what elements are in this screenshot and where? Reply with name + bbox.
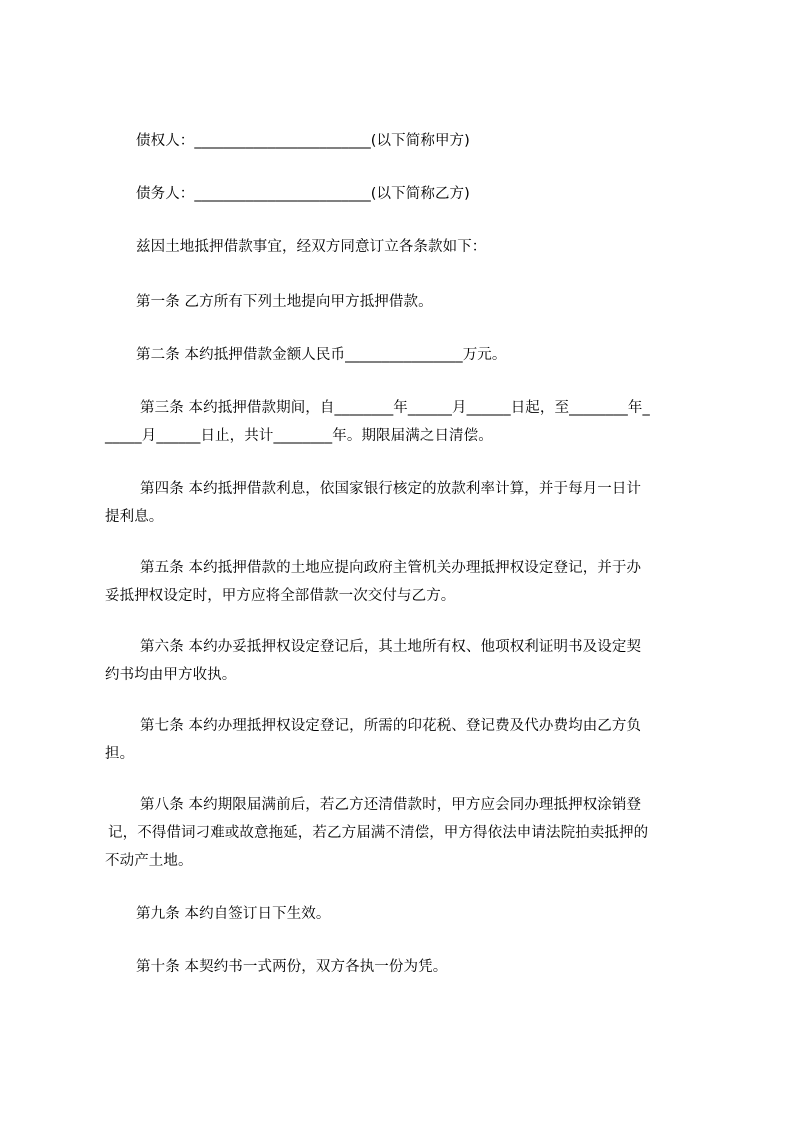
debtor-line: 债务人：________________________(以下简称乙方) bbox=[136, 186, 470, 202]
clause-6-line-1: 第六条 本约办妥抵押权设定登记后，其土地所有权、他项权利证明书及设定契 bbox=[140, 639, 642, 655]
clause-2: 第二条 本约抵押借款金额人民币________________万元。 bbox=[136, 347, 507, 363]
clause-3-line-1: 第三条 本约抵押借款期间，自________年______月______日起，至________年_ bbox=[140, 400, 650, 416]
clause-5-line-1: 第五条 本约抵押借款的土地应提向政府主管机关办理抵押权设定登记，并于办 bbox=[140, 560, 642, 576]
clause-9: 第九条 本约自签订日下生效。 bbox=[136, 906, 331, 922]
clause-4-line-2: 提利息。 bbox=[105, 509, 164, 525]
clause-10: 第十条 本契约书一式两份，双方各执一份为凭。 bbox=[136, 959, 448, 975]
clause-8-line-2: 记，不得借词刁难或故意拖延，若乙方届满不清偿，甲方得依法申请法院拍卖抵押的 bbox=[108, 825, 649, 841]
clause-8-line-3: 不动产土地。 bbox=[105, 853, 193, 869]
clause-6-line-2: 约书均由甲方收执。 bbox=[105, 667, 237, 683]
creditor-line: 债权人：________________________(以下简称甲方) bbox=[136, 133, 470, 149]
clause-1: 第一条 乙方所有下列土地提向甲方抵押借款。 bbox=[136, 294, 433, 310]
clause-3-line-2: _____月______日止，共计________年。期限届满之日清偿。 bbox=[105, 428, 493, 444]
clause-7-line-2: 担。 bbox=[105, 746, 135, 762]
clause-7-line-1: 第七条 本约办理抵押权设定登记，所需的印花税、登记费及代办费均由乙方负 bbox=[140, 718, 642, 734]
clause-8-line-1: 第八条 本约期限届满前后，若乙方还清借款时，甲方应会同办理抵押权涂销登 bbox=[140, 797, 642, 813]
clause-5-line-2: 妥抵押权设定时，甲方应将全部借款一次交付与乙方。 bbox=[105, 588, 456, 604]
intro-paragraph: 兹因土地抵押借款事宜，经双方同意订立各条款如下： bbox=[136, 239, 487, 255]
clause-4-line-1: 第四条 本约抵押借款利息，依国家银行核定的放款利率计算，并于每月一日计 bbox=[140, 481, 642, 497]
